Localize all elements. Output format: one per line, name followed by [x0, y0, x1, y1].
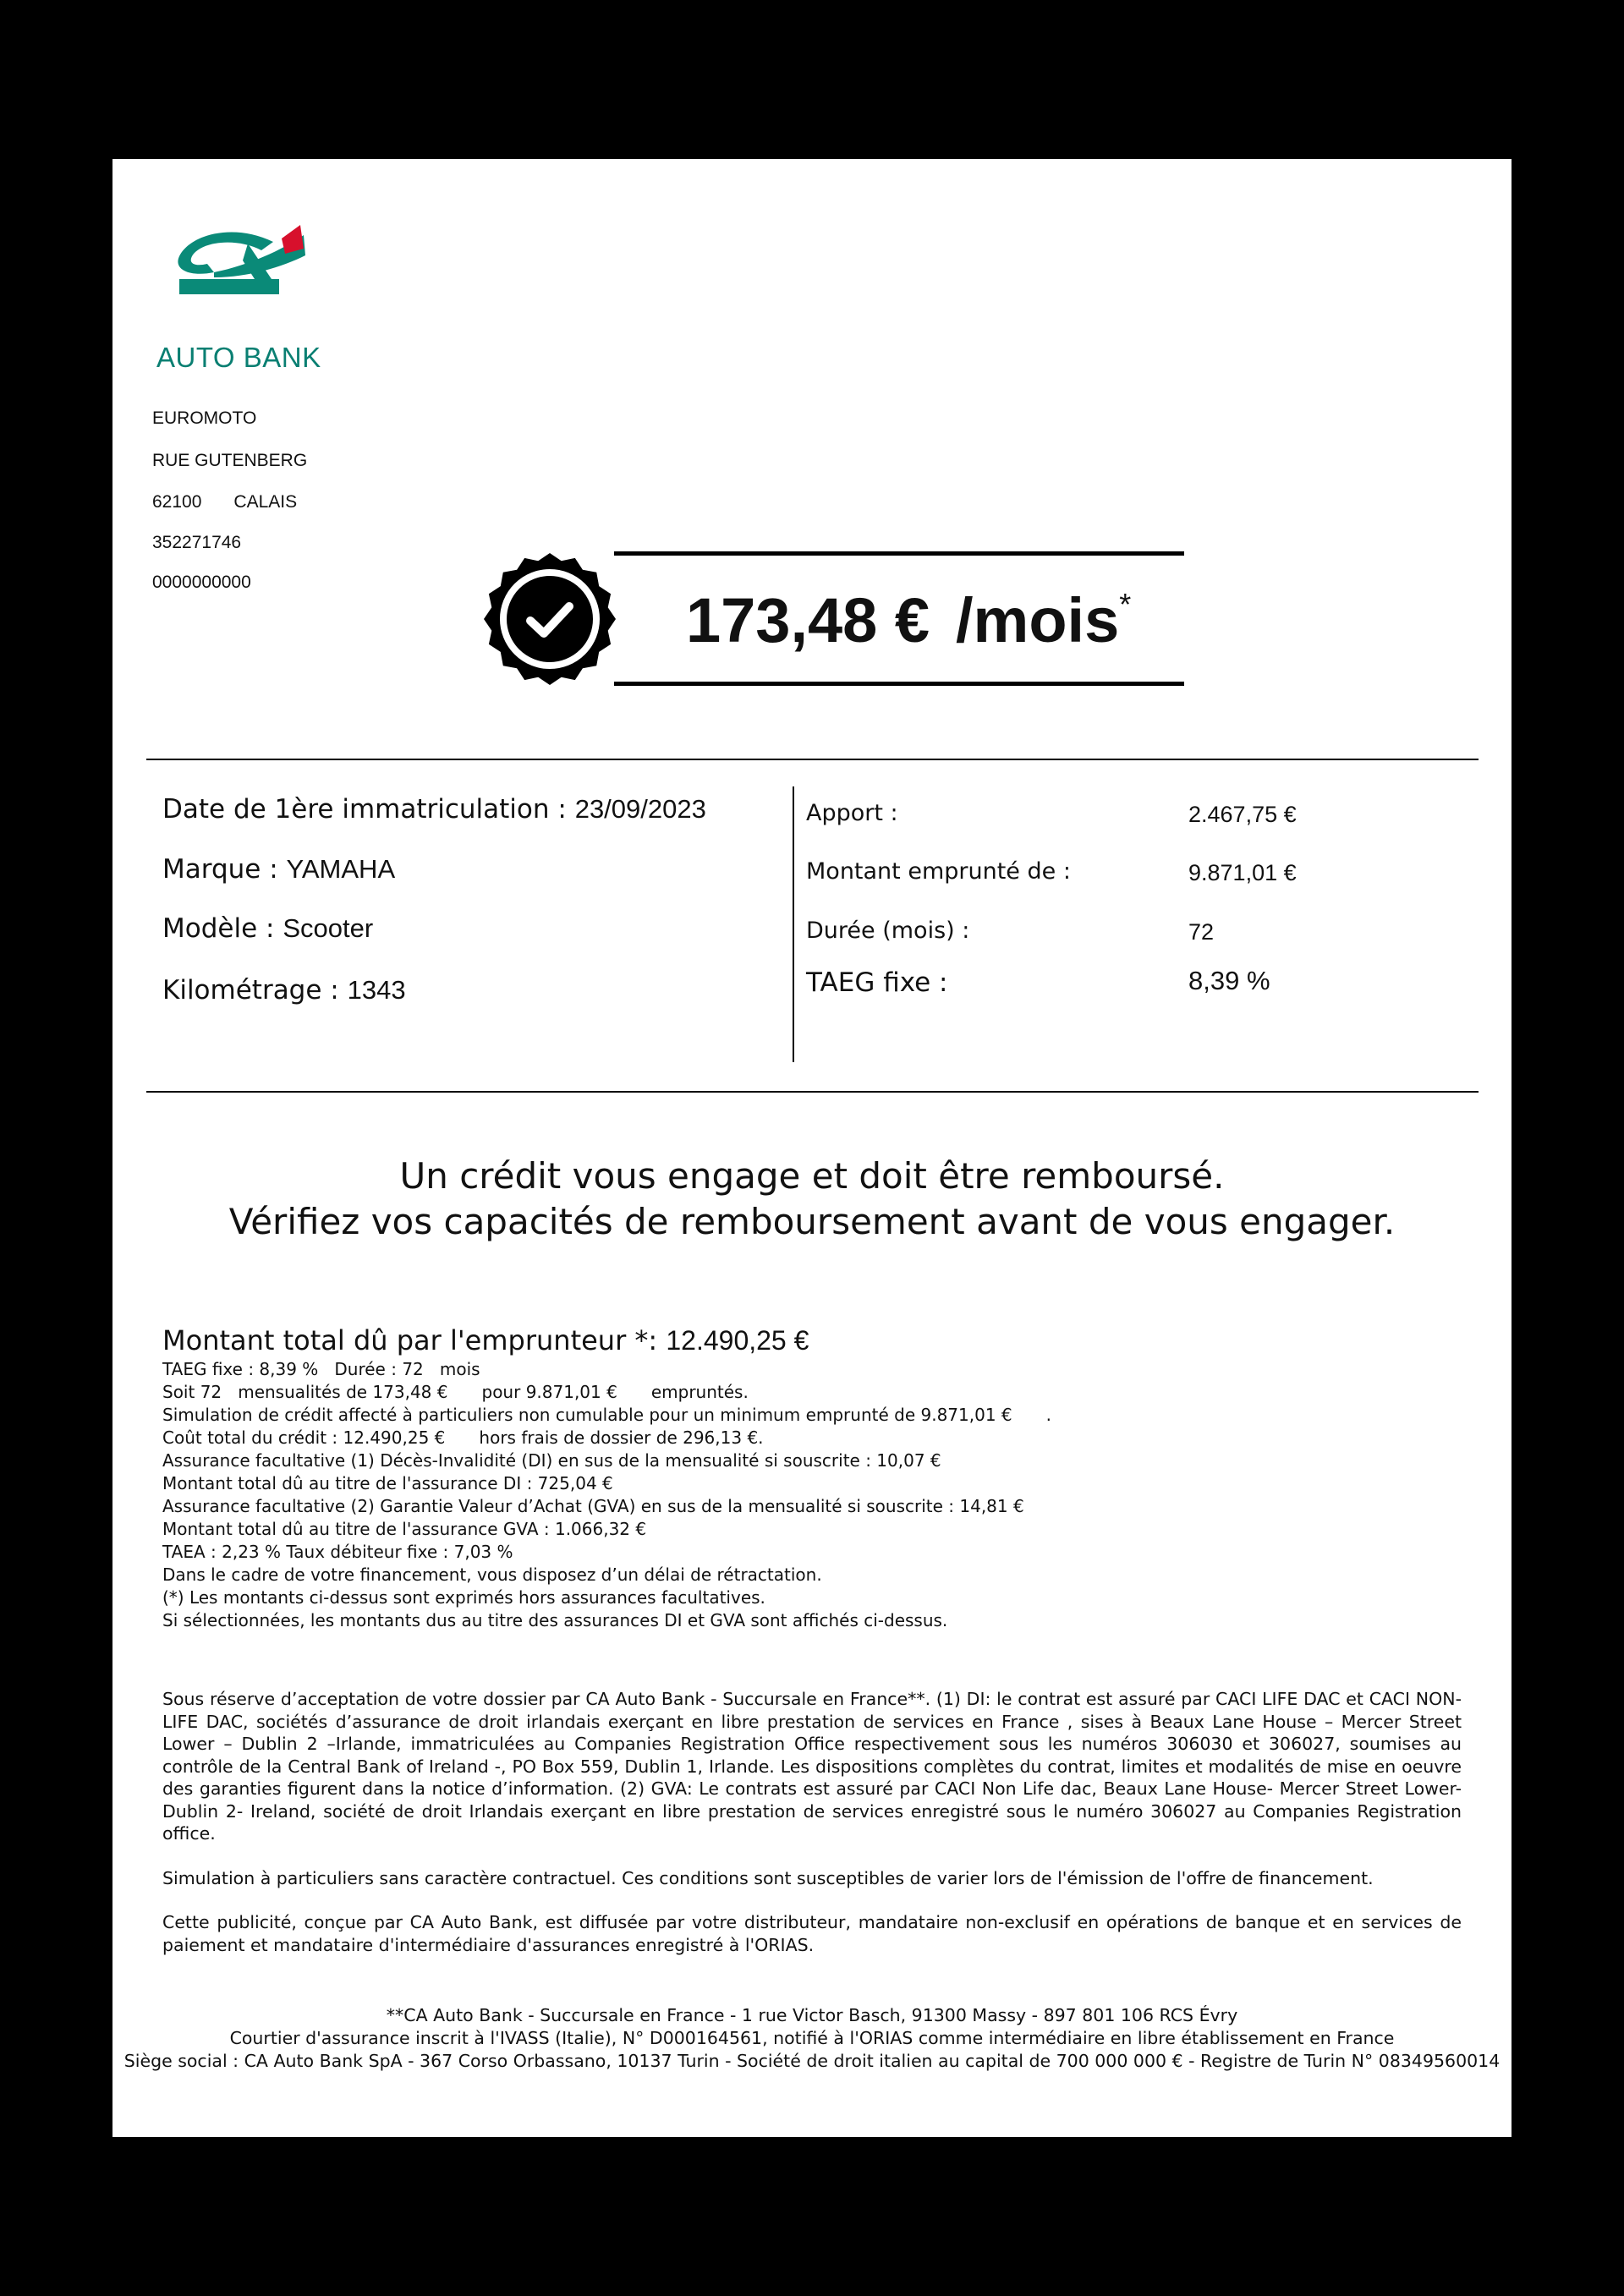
model-label: Modèle : — [162, 913, 275, 944]
divider-top — [146, 759, 1479, 760]
first-registration-value: 23/09/2023 — [574, 794, 706, 824]
soit-b: mensualités de 173,48 € — [238, 1382, 448, 1402]
total-due-label: Montant total dû par l'emprunteur *: — [162, 1324, 658, 1356]
taeg-line-c: mois — [439, 1359, 480, 1379]
footer — [112, 2004, 1512, 2073]
soit-d: empruntés. — [650, 1382, 749, 1402]
warning-line-2: Vérifiez vos capacités de remboursement avant de vous engager. — [228, 1201, 1396, 1242]
dealer-street: RUE GUTENBERG — [152, 451, 308, 470]
taeg-line-b: Durée : 72 — [334, 1359, 424, 1379]
taeg-line-a: TAEG fixe : 8,39 % — [162, 1359, 319, 1379]
footer-line-3: Siège social : CA Auto Bank SpA - 367 Corso Orbassano, 10137 Turin - Société de droit italien au capital de 700 000 000 € - Registre de Turin N° 08349560014 — [123, 2051, 1501, 2071]
footer-line-1: **CA Auto Bank - Succursale en France - 1 rue Victor Basch, 91300 Massy - 897 801 106 RCS Évry — [386, 2005, 1238, 2025]
brand-value: YAMAHA — [286, 854, 396, 884]
mileage-value: 1343 — [347, 975, 406, 1005]
cost-b: hors frais de dossier de 296,13 €. — [479, 1427, 764, 1448]
dealer-city: CALAIS — [233, 492, 298, 512]
total-due-value: 12.490,25 € — [666, 1325, 809, 1356]
soit-c: pour 9.871,01 € — [481, 1382, 617, 1402]
cost-a: Coût total du crédit : 12.490,25 € — [162, 1427, 446, 1448]
document-page — [112, 159, 1512, 2137]
note-excluded-line: (*) Les montants ci-dessus sont exprimés hors assurances facultatives. — [162, 1587, 765, 1608]
taea-line: TAEA : 2,23 % Taux débiteur fixe : 7,03 % — [162, 1542, 513, 1562]
legal-text — [162, 1688, 1462, 1978]
monthly-price-box — [614, 551, 1184, 686]
dealer-city-line — [152, 492, 297, 512]
price-asterisk: * — [1119, 587, 1132, 622]
monthly-price-unit — [956, 584, 1131, 656]
brand-row — [162, 854, 395, 885]
divider-bottom — [146, 1091, 1479, 1093]
taeg-value: 8,39 % — [1188, 966, 1270, 995]
logo-wordmark: AUTO BANK — [156, 342, 321, 373]
simulation-b: . — [1045, 1405, 1051, 1425]
dealer-fax: 0000000000 — [152, 573, 251, 592]
totals-section — [162, 1323, 1482, 1632]
soit-a: Soit 72 — [162, 1382, 222, 1402]
mileage-row — [162, 975, 406, 1006]
monthly-summary-line — [162, 1381, 1482, 1404]
footer-line-2: Courtier d'assurance inscrit à l'IVASS (Italie), N° D000164561, notifié à l'ORIAS comme intermédiaire en libre établissement en France — [229, 2028, 1395, 2048]
borrowed-label: Montant emprunté de : — [806, 858, 1071, 885]
borrowed-value: 9.871,01 € — [1188, 860, 1297, 885]
deposit-value: 2.467,75 € — [1188, 802, 1297, 827]
legal-paragraph-1: Sous réserve d’acceptation de votre dossier par CA Auto Bank - Succursale en France**. (1) DI: le contrat est assuré par CACI LIFE DAC et CACI NON-LIFE DAC, sociétés d’assurance de droit irlandais exerçant en libre prestation de services en France , sises à Beaux Lane House – Mercer Street Lower – Dublin 2 –Irlande, immatriculées au Companies Registration Office respectivement sous les numéros 306030 et 306027, soumises au contrôle de la Central Bank of Ireland -, PO Box 559, Dublin 1, Irlande. Les dispositions complètes du contrat, limites et modalités de mise en oeuvre des garanties figurent dans la notice d’information. (2) GVA: Le contrats est assuré par CACI Non Life dac, Beaux Lane House- Mercer Street Lower- Dublin 2- Ireland, société de droit Irlandais exerçant en libre prestation de services enregistré sous le numéro 306027 au Companies Registration office. — [162, 1689, 1462, 1844]
taeg-label: TAEG fixe : — [806, 967, 948, 998]
duration-label: Durée (mois) : — [806, 918, 970, 944]
note-selected-line: Si sélectionnées, les montants dus au titre des assurances DI et GVA sont affichés ci-dessus. — [162, 1610, 948, 1630]
price-unit-text: /mois — [956, 585, 1120, 655]
deposit-label: Apport : — [806, 800, 898, 826]
legal-paragraph-3: Cette publicité, conçue par CA Auto Bank, est diffusée par votre distributeur, mandataire non-exclusif en opérations de banque et en services de paiement et mandataire d'intermédiaire d'assurances enregistré à l'ORIAS. — [162, 1912, 1462, 1955]
simulation-a: Simulation de crédit affecté à particuliers non cumulable pour un minimum emprunté de 9.871,01 € — [162, 1405, 1012, 1425]
simulation-line — [162, 1404, 1482, 1427]
monthly-price-amount: 173,48 € — [686, 585, 930, 655]
model-row — [162, 913, 373, 944]
dealer-postcode: 62100 — [152, 492, 202, 512]
first-registration-row — [162, 794, 706, 825]
brand-label: Marque : — [162, 854, 278, 885]
legal-paragraph-2: Simulation à particuliers sans caractère contractuel. Ces conditions sont susceptibles de varier lors de l'émission de l'offre de financement. — [162, 1867, 1374, 1888]
cost-line — [162, 1427, 1482, 1449]
legal-warning — [112, 1153, 1512, 1245]
duration-value: 72 — [1188, 919, 1215, 945]
dealer-name: EUROMOTO — [152, 408, 257, 428]
check-badge-icon — [483, 552, 617, 686]
total-gva-line: Montant total dû au titre de l'assurance GVA : 1.066,32 € — [162, 1519, 647, 1539]
insurance-gva-line: Assurance facultative (2) Garantie Valeur d’Achat (GVA) en sus de la mensualité si souscrite : 14,81 € — [162, 1496, 1024, 1516]
taeg-duration-line — [162, 1358, 1482, 1381]
mileage-label: Kilométrage : — [162, 975, 339, 1006]
dealer-phone: 352271746 — [152, 533, 242, 552]
total-di-line: Montant total dû au titre de l'assurance DI : 725,04 € — [162, 1473, 613, 1493]
warning-line-1: Un crédit vous engage et doit être remboursé. — [399, 1155, 1225, 1197]
total-due-row — [162, 1323, 1482, 1358]
model-value: Scooter — [283, 913, 374, 943]
insurance-di-line: Assurance facultative (1) Décès-Invalidité (DI) en sus de la mensualité si souscrite : 10,07 € — [162, 1450, 941, 1471]
first-registration-label: Date de 1ère immatriculation : — [162, 794, 567, 825]
retractation-line: Dans le cadre de votre financement, vous disposez d’un délai de rétractation. — [162, 1564, 822, 1585]
divider-vertical — [793, 786, 794, 1062]
